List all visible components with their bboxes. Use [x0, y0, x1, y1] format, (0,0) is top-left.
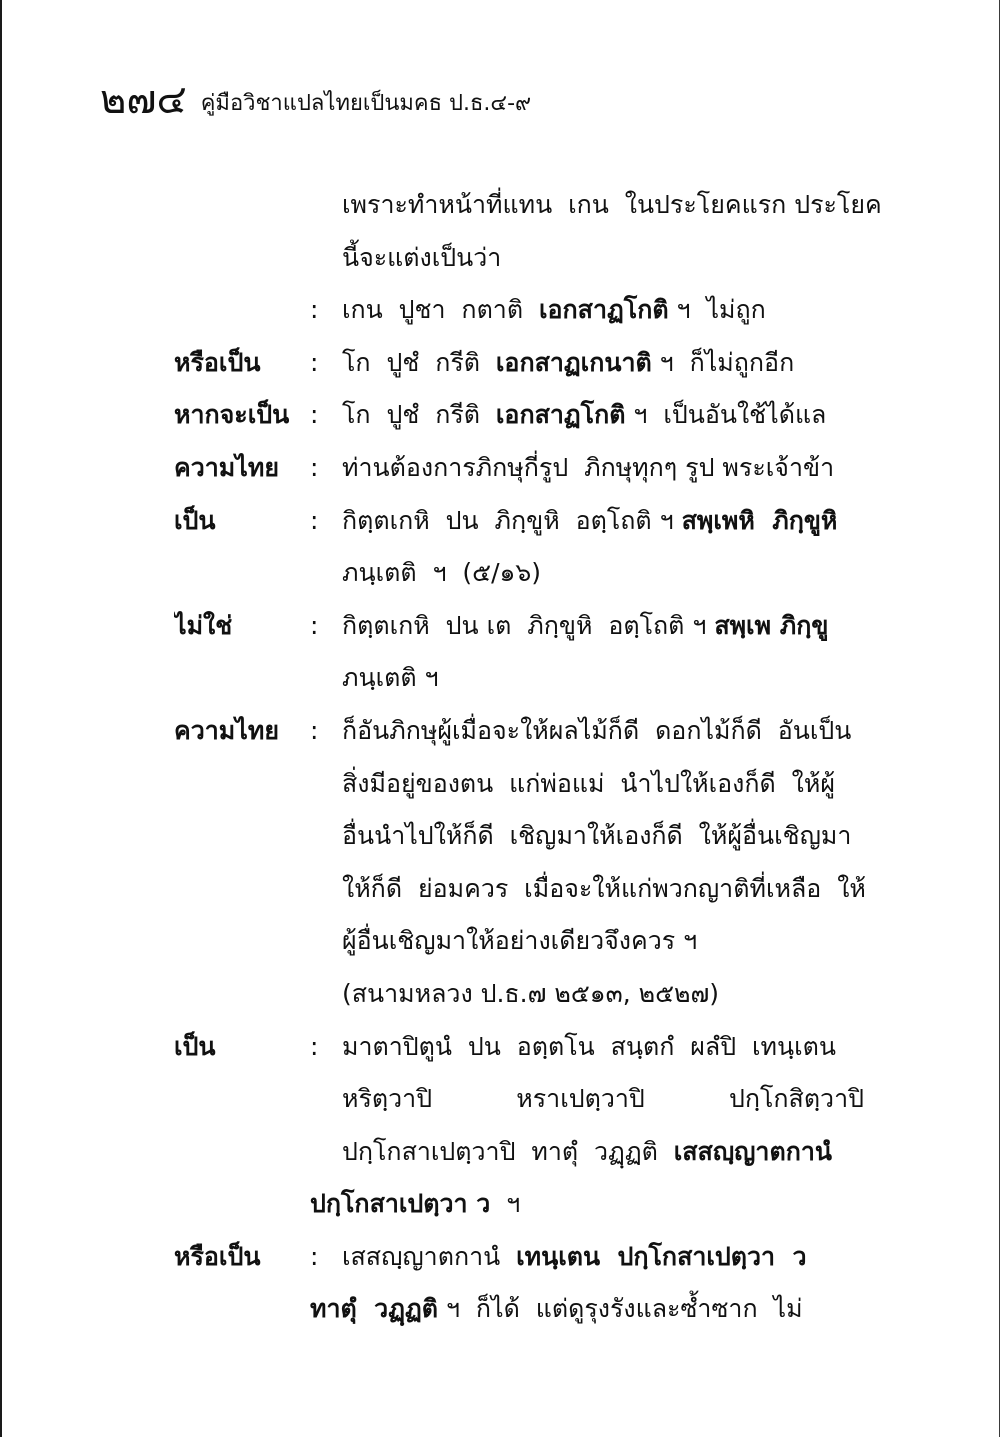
- text-line: [2, 600, 1000, 653]
- text-line: [2, 337, 1000, 390]
- page-body: [2, 179, 1000, 1336]
- text-line: [2, 284, 1000, 337]
- text-line: [2, 705, 1000, 758]
- line-text: สิ่งมีอยู่ของตน แก่พ่อแม่ นำไปให้เองก็ดี ให้ผู้: [342, 768, 835, 798]
- line-text: ปกฺโกสาเปตฺวาปิ ทาตุํ วฏฺฏติ: [342, 1136, 674, 1166]
- emphasized-term: สพฺเพ ภิกฺขู: [714, 610, 829, 640]
- line-content: [342, 232, 902, 285]
- text-line: [2, 863, 1000, 916]
- emphasized-term: เอกสาฏโกติ: [495, 400, 626, 430]
- line-label: หรือเป็น: [174, 1241, 261, 1271]
- line-label: หรือเป็น: [174, 347, 261, 377]
- text-line: [2, 1283, 1000, 1336]
- line-content: [342, 1126, 902, 1179]
- line-content: [342, 337, 902, 390]
- emphasized-term: เอกสาฏเกนาติ: [495, 347, 652, 377]
- line-text: ฯ ก็ไม่ถูกอีก: [651, 347, 795, 377]
- emphasized-term: เทนฺเตน ปกฺโกสาเปตฺวา ว: [516, 1241, 807, 1271]
- line-word: ปกฺโกสิตฺวาปิ: [728, 1084, 864, 1114]
- text-line: [2, 968, 1000, 1021]
- text-line: [2, 915, 1000, 968]
- line-label: ความไทย: [174, 452, 279, 482]
- line-text: เพราะทำหน้าที่แทน เกน ในประโยคแรก ประโยค: [342, 190, 882, 219]
- colon-separator: :: [310, 1031, 319, 1061]
- colon-separator: :: [310, 452, 319, 482]
- colon-separator: :: [310, 295, 319, 325]
- emphasized-term: เสสญฺญาตกานํ: [673, 1136, 832, 1166]
- line-word: หราเปตฺวาปิ: [516, 1084, 645, 1114]
- line-content: [342, 547, 902, 600]
- text-line: [2, 1178, 1000, 1231]
- emphasized-term: ทาตุํ วฏฺฏติ: [310, 1294, 439, 1324]
- text-line: [2, 442, 1000, 495]
- emphasized-term: ปกฺโกสาเปตฺวา ว: [310, 1189, 491, 1219]
- page-header: [100, 74, 531, 126]
- line-text: ผู้อื่นเชิญมาให้อย่างเดียวจึงควร ฯ: [342, 926, 698, 956]
- line-label: เป็น: [174, 1031, 216, 1061]
- line-text: ท่านต้องการภิกษุกี่รูป ภิกษุทุกๆ รูป พระเจ้าข้า: [342, 452, 835, 482]
- colon-separator: :: [310, 347, 319, 377]
- text-line: [2, 758, 1000, 811]
- line-text: ภนฺเตติ ฯ: [342, 663, 439, 693]
- text-line: [2, 1126, 1000, 1179]
- line-label: ไม่ใช่: [174, 610, 233, 640]
- line-text: อื่นนำไปให้ก็ดี เชิญมาให้เองก็ดี ให้ผู้อื่นเชิญมา: [342, 821, 852, 851]
- text-line: [2, 1021, 1000, 1074]
- line-text: ฯ เป็นอันใช้ได้แล: [625, 400, 827, 430]
- line-text: ฯ ก็ได้ แต่ดูรุงรังและซ้ำซาก ไม่: [438, 1294, 803, 1324]
- line-text: นี้จะแต่งเป็นว่า: [342, 242, 502, 272]
- text-line: [2, 179, 1000, 232]
- line-label: เป็น: [174, 505, 216, 535]
- line-text: ก็อันภิกษุผู้เมื่อจะให้ผลไม้ก็ดี ดอกไม้ก็ดี อันเป็น: [342, 715, 852, 745]
- colon-separator: :: [310, 715, 319, 745]
- line-text: เสสญฺญาตกานํ: [342, 1241, 517, 1271]
- line-text: เกน ปูชา กตาติ: [342, 295, 539, 325]
- text-line: [2, 1073, 1000, 1126]
- line-text: กิตฺตเกหิ ปน ภิกฺขูหิ อตฺโถติ ฯ: [342, 505, 682, 535]
- citation: (สนามหลวง ป.ธ.๗ ๒๕๑๓, ๒๕๒๗): [342, 978, 720, 1008]
- line-text: กิตฺตเกหิ ปน เต ภิกฺขูหิ อตฺโถติ ฯ: [342, 610, 715, 640]
- line-content: [342, 915, 902, 968]
- line-content: [342, 495, 902, 548]
- line-text: ฯ ไม่ถูก: [668, 295, 766, 325]
- line-content: [342, 1073, 864, 1126]
- text-line: [2, 547, 1000, 600]
- colon-separator: :: [310, 1241, 319, 1271]
- line-content: [310, 1283, 902, 1336]
- line-content: [342, 1021, 902, 1074]
- line-text: ให้ก็ดี ย่อมควร เมื่อจะให้แก่พวกญาติที่เหลือ ให้: [342, 873, 866, 903]
- line-content: [342, 758, 902, 811]
- emphasized-term: เอกสาฏโกติ: [538, 295, 669, 325]
- line-content: [342, 863, 902, 916]
- line-content: [342, 600, 902, 653]
- line-content: [342, 179, 902, 232]
- line-label: ความไทย: [174, 715, 279, 745]
- line-word: หริตฺวาปิ: [342, 1084, 433, 1114]
- colon-separator: :: [310, 505, 319, 535]
- colon-separator: :: [310, 610, 319, 640]
- line-content: [342, 284, 902, 337]
- text-line: [2, 495, 1000, 548]
- line-content: [310, 1178, 902, 1231]
- line-label: หากจะเป็น: [174, 400, 290, 430]
- line-content: [342, 652, 902, 705]
- text-line: [2, 810, 1000, 863]
- line-text: มาตาปิตูนํ ปน อตฺตโน สนฺตกํ ผลํปิ เทนฺเตน: [342, 1031, 836, 1061]
- line-text: โก ปูชํ กรีติ: [342, 400, 496, 430]
- line-text: ภนฺเตติ ฯ (๕/๑๖): [342, 558, 541, 588]
- colon-separator: :: [310, 400, 319, 430]
- line-content: [342, 810, 902, 863]
- page-number: ๒๗๔: [100, 77, 187, 123]
- line-content: [342, 442, 902, 495]
- running-title: คู่มือวิชาแปลไทยเป็นมคธ ป.ธ.๔-๙: [200, 91, 532, 116]
- line-content: [342, 389, 902, 442]
- text-line: [2, 389, 1000, 442]
- text-line: [2, 232, 1000, 285]
- text-line: [2, 1231, 1000, 1284]
- text-line: [2, 652, 1000, 705]
- line-text: ฯ: [490, 1189, 521, 1219]
- line-content: [342, 1231, 902, 1284]
- line-content: [342, 968, 902, 1021]
- line-text: โก ปูชํ กรีติ: [342, 347, 496, 377]
- emphasized-term: สพฺเพหิ ภิกฺขูหิ: [681, 505, 838, 535]
- line-content: [342, 705, 902, 758]
